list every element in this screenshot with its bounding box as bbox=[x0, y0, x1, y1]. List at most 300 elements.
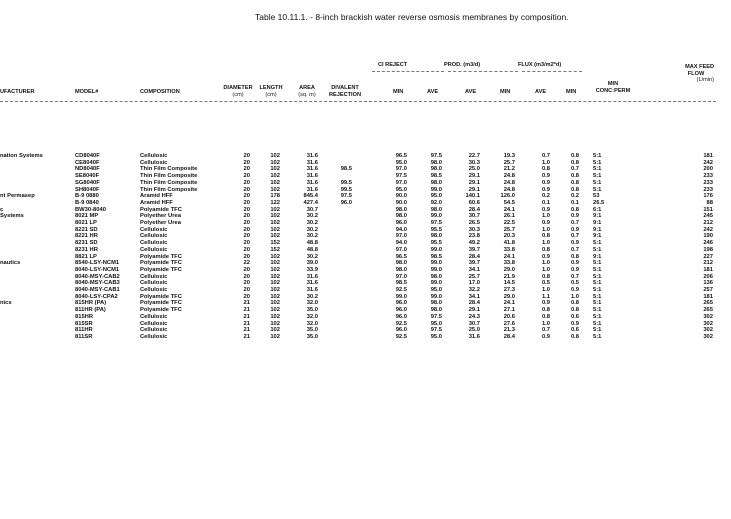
header-divalent-label2: REJECTION bbox=[328, 91, 361, 98]
cell-conc-perm: 5:1 bbox=[593, 293, 602, 300]
cell-flux-min: 0.8 bbox=[570, 300, 579, 307]
cell-divalent-rejection bbox=[318, 314, 352, 321]
cell-area: 33.9 bbox=[306, 266, 318, 273]
cell-manufacturer bbox=[0, 254, 75, 261]
cell-diameter: 20 bbox=[243, 213, 250, 220]
cell-diameter: 20 bbox=[243, 179, 250, 186]
table-row bbox=[0, 160, 713, 167]
cell-length: 102 bbox=[270, 159, 280, 166]
table-row bbox=[0, 233, 713, 240]
cell-manufacturer bbox=[0, 220, 75, 227]
cell-diameter: 21 bbox=[243, 327, 250, 334]
cell-prod-ave: 30.7 bbox=[468, 213, 480, 220]
header-area-unit: (sq. m) bbox=[298, 91, 316, 98]
cell-diameter: 21 bbox=[243, 320, 250, 327]
cell-ci-ave: 98.5 bbox=[430, 173, 442, 180]
cell-max-feed-flow: 151 bbox=[703, 206, 713, 213]
cell-prod-ave: 28.4 bbox=[468, 206, 480, 213]
cell-ci-min: 90.0 bbox=[395, 193, 407, 200]
cell-composition: Polyamide TFC bbox=[140, 307, 182, 314]
cell-composition: Polyether Urea bbox=[140, 220, 181, 227]
cell-max-feed-flow: 206 bbox=[703, 273, 713, 280]
cell-manufacturer bbox=[0, 334, 75, 341]
cell-divalent-rejection bbox=[318, 307, 352, 314]
cell-divalent-rejection bbox=[318, 233, 352, 240]
cell-diameter: 21 bbox=[243, 307, 250, 314]
header-area bbox=[290, 85, 324, 98]
cell-max-feed-flow: 242 bbox=[703, 159, 713, 166]
cell-model: SH8040F bbox=[75, 186, 100, 193]
cell-composition: Polyamide TFC bbox=[140, 206, 182, 213]
cell-ci-min: 97.0 bbox=[395, 233, 407, 240]
cell-ci-ave: 99.0 bbox=[430, 213, 442, 220]
cell-flux-min: 0.9 bbox=[570, 320, 579, 327]
header-diameter bbox=[222, 85, 254, 98]
cell-flux-min: 0.8 bbox=[570, 253, 579, 260]
table-row bbox=[0, 213, 713, 220]
cell-ci-ave: 99.0 bbox=[430, 260, 442, 267]
cell-flux-ave: 0.7 bbox=[541, 153, 550, 159]
header-ci-reject: CI REJECT bbox=[378, 62, 408, 68]
cell-conc-perm: 9:1 bbox=[593, 233, 602, 240]
header-ci-ave: AVE bbox=[427, 89, 439, 95]
cell-manufacturer bbox=[0, 314, 75, 321]
cell-ci-min: 90.0 bbox=[395, 199, 407, 206]
cell-divalent-rejection bbox=[318, 327, 352, 334]
cell-flux-min: 1.0 bbox=[570, 293, 579, 300]
cell-composition: Cellulosic bbox=[140, 327, 168, 334]
header-diameter-unit: (cm) bbox=[232, 91, 244, 98]
cell-ci-ave: 98.0 bbox=[430, 307, 442, 314]
cell-ci-ave: 98.0 bbox=[430, 273, 442, 280]
cell-conc-perm: 53 bbox=[593, 193, 600, 200]
cell-model: B-9 0840 bbox=[75, 199, 99, 206]
cell-prod-min: 126.0 bbox=[500, 193, 515, 200]
cell-length: 102 bbox=[270, 320, 280, 327]
cell-length: 102 bbox=[270, 206, 280, 213]
cell-conc-perm: 26.5 bbox=[593, 199, 605, 206]
header-length bbox=[256, 85, 286, 98]
cell-ci-min: 96.0 bbox=[395, 327, 407, 334]
cell-prod-ave: 30.3 bbox=[468, 226, 480, 233]
cell-ci-min: 98.0 bbox=[395, 206, 407, 213]
cell-manufacturer bbox=[0, 180, 75, 187]
header-prod-ave: AVE bbox=[465, 89, 477, 95]
cell-area: 35.0 bbox=[306, 327, 318, 334]
cell-flux-min: 0.8 bbox=[570, 307, 579, 314]
cell-manufacturer bbox=[0, 321, 75, 328]
cell-prod-ave: 25.7 bbox=[468, 273, 480, 280]
cell-flux-min: 0.7 bbox=[570, 220, 579, 227]
cell-flux-min: 0.6 bbox=[570, 313, 579, 320]
cell-diameter: 20 bbox=[243, 173, 250, 180]
cell-divalent-rejection bbox=[318, 274, 352, 281]
cell-max-feed-flow: 200 bbox=[703, 166, 713, 173]
table-row bbox=[0, 254, 713, 261]
cell-diameter: 20 bbox=[243, 226, 250, 233]
cell-max-feed-flow: 212 bbox=[703, 260, 713, 267]
cell-conc-perm: 5:1 bbox=[593, 300, 602, 307]
cell-manufacturer bbox=[0, 267, 75, 274]
cell-ci-min: 96.0 bbox=[395, 307, 407, 314]
header-area-label: AREA bbox=[299, 85, 315, 91]
cell-conc-perm: 9:1 bbox=[593, 213, 602, 220]
cell-flux-ave: 0.9 bbox=[541, 179, 550, 186]
cell-flux-min: 0.7 bbox=[570, 166, 579, 173]
table-row bbox=[0, 193, 713, 200]
cell-area: 31.6 bbox=[306, 173, 318, 180]
cell-flux-ave: 0.8 bbox=[541, 246, 550, 253]
cell-manufacturer bbox=[0, 160, 75, 167]
cell-diameter: 20 bbox=[243, 273, 250, 280]
cell-length: 152 bbox=[270, 240, 280, 247]
cell-ci-min: 92.5 bbox=[395, 287, 407, 294]
cell-divalent-rejection bbox=[318, 160, 352, 167]
cell-ci-min: 95.0 bbox=[395, 159, 407, 166]
cell-flux-min: 0.8 bbox=[570, 179, 579, 186]
cell-manufacturer: nation Systems bbox=[0, 153, 43, 159]
cell-model: SE8040F bbox=[75, 173, 100, 180]
cell-area: 31.6 bbox=[306, 287, 318, 294]
cell-prod-min: 24.8 bbox=[503, 186, 515, 193]
cell-model: 8540-LSY-NCM1 bbox=[75, 260, 120, 267]
cell-prod-min: 20.6 bbox=[503, 313, 515, 320]
cell-divalent-rejection bbox=[318, 294, 352, 301]
header-composition: COMPOSITION bbox=[140, 89, 180, 95]
cell-length: 102 bbox=[270, 287, 280, 294]
cell-manufacturer bbox=[0, 173, 75, 180]
cell-flux-min: 0.6 bbox=[570, 327, 579, 334]
cell-max-feed-flow: 245 bbox=[703, 213, 713, 220]
cell-area: 30.2 bbox=[306, 253, 318, 260]
cell-model: B-9 0880 bbox=[75, 193, 99, 200]
cell-prod-min: 33.8 bbox=[503, 246, 515, 253]
cell-conc-perm: 5:1 bbox=[593, 280, 602, 287]
cell-conc-perm: 9:1 bbox=[593, 253, 602, 260]
cell-max-feed-flow: 233 bbox=[703, 179, 713, 186]
cell-conc-perm: 5:1 bbox=[593, 333, 602, 340]
cell-diameter: 20 bbox=[243, 199, 250, 206]
header-maxfeed-label2: FLOW bbox=[687, 70, 705, 77]
cell-composition: Thin Film Composite bbox=[140, 186, 198, 193]
cell-composition: Cellulosic bbox=[140, 246, 168, 253]
cell-conc-perm: 5:1 bbox=[593, 307, 602, 314]
cell-max-feed-flow: 246 bbox=[703, 240, 713, 247]
cell-ci-ave: 98.0 bbox=[430, 300, 442, 307]
cell-conc-perm: 5:1 bbox=[593, 173, 602, 180]
cell-divalent-rejection bbox=[318, 227, 352, 234]
cell-ci-ave: 95.0 bbox=[430, 320, 442, 327]
cell-prod-ave: 49.2 bbox=[468, 240, 480, 247]
cell-conc-perm: 5:1 bbox=[593, 166, 602, 173]
cell-model: 8821 LP bbox=[75, 253, 97, 260]
cell-max-feed-flow: 181 bbox=[703, 266, 713, 273]
cell-diameter: 21 bbox=[243, 300, 250, 307]
cell-length: 102 bbox=[270, 260, 280, 267]
cell-divalent-rejection bbox=[318, 260, 352, 267]
cell-prod-ave: 140.1 bbox=[465, 193, 480, 200]
cell-prod-min: 19.3 bbox=[503, 153, 515, 159]
cell-conc-perm: 9:1 bbox=[593, 220, 602, 227]
cell-area: 32.0 bbox=[306, 313, 318, 320]
header-max-feed bbox=[664, 64, 714, 84]
cell-flux-min: 0.9 bbox=[570, 260, 579, 267]
cell-flux-ave: 0.9 bbox=[541, 206, 550, 213]
cell-composition: Thin Film Composite bbox=[140, 166, 198, 173]
cell-area: 845.4 bbox=[303, 193, 318, 200]
cell-flux-ave: 1.0 bbox=[541, 240, 550, 247]
cell-ci-min: 97.0 bbox=[395, 166, 407, 173]
cell-flux-ave: 0.9 bbox=[541, 186, 550, 193]
membranes-table bbox=[0, 153, 713, 341]
cell-model: 815HR bbox=[75, 313, 94, 320]
cell-max-feed-flow: 257 bbox=[703, 287, 713, 294]
cell-flux-ave: 0.1 bbox=[541, 199, 550, 206]
cell-conc-perm: 5:1 bbox=[593, 313, 602, 320]
header-prod: PROD. (m3/d) bbox=[444, 62, 481, 68]
cell-model: 8221 SD bbox=[75, 226, 98, 233]
cell-divalent-rejection bbox=[318, 247, 352, 254]
header-conc-perm bbox=[591, 81, 635, 94]
cell-diameter: 20 bbox=[243, 186, 250, 193]
cell-manufacturer bbox=[0, 227, 75, 234]
cell-prod-min: 21.2 bbox=[503, 166, 515, 173]
cell-max-feed-flow: 233 bbox=[703, 173, 713, 180]
table-row bbox=[0, 240, 713, 247]
cell-flux-min: 0.8 bbox=[570, 186, 579, 193]
cell-area: 31.6 bbox=[306, 186, 318, 193]
cell-ci-min: 97.0 bbox=[395, 179, 407, 186]
cell-ci-ave: 98.0 bbox=[430, 166, 442, 173]
cell-composition: Cellulosic bbox=[140, 313, 168, 320]
cell-ci-ave: 95.5 bbox=[430, 240, 442, 247]
cell-ci-ave: 95.0 bbox=[430, 193, 442, 200]
cell-max-feed-flow: 136 bbox=[703, 280, 713, 287]
cell-length: 102 bbox=[270, 333, 280, 340]
cell-composition: Cellulosic bbox=[140, 153, 168, 159]
cell-model: CE8040F bbox=[75, 159, 100, 166]
cell-diameter: 20 bbox=[243, 233, 250, 240]
cell-manufacturer bbox=[0, 247, 75, 254]
cell-prod-ave: 34.1 bbox=[468, 293, 480, 300]
cell-manufacturer: Systems bbox=[0, 213, 24, 220]
header-ci-min: MIN bbox=[393, 89, 404, 95]
cell-flux-ave: 1.1 bbox=[541, 293, 550, 300]
cell-flux-ave: 1.0 bbox=[541, 287, 550, 294]
cell-length: 102 bbox=[270, 273, 280, 280]
cell-ci-ave: 99.0 bbox=[430, 246, 442, 253]
cell-prod-ave: 29.1 bbox=[468, 173, 480, 180]
cell-ci-min: 98.0 bbox=[395, 266, 407, 273]
cell-model: 811HR bbox=[75, 327, 93, 334]
cell-manufacturer: nautics bbox=[0, 260, 21, 267]
cell-prod-min: 22.5 bbox=[503, 220, 515, 227]
cell-prod-ave: 39.7 bbox=[468, 260, 480, 267]
cell-composition: Cellulosic bbox=[140, 240, 168, 247]
cell-divalent-rejection bbox=[318, 213, 352, 220]
cell-divalent-rejection bbox=[318, 287, 352, 294]
cell-max-feed-flow: 265 bbox=[703, 300, 713, 307]
cell-ci-min: 95.0 bbox=[395, 186, 407, 193]
cell-length: 102 bbox=[270, 313, 280, 320]
cell-ci-min: 92.5 bbox=[395, 333, 407, 340]
cell-model: 815SR bbox=[75, 320, 93, 327]
cell-prod-min: 29.0 bbox=[503, 293, 515, 300]
cell-flux-ave: 0.8 bbox=[541, 233, 550, 240]
cell-composition: Aramid HFF bbox=[140, 199, 173, 206]
cell-prod-ave: 26.5 bbox=[468, 220, 480, 227]
cell-model: 8040-LSY-NCM1 bbox=[75, 266, 120, 273]
cell-composition: Polyamide TFC bbox=[140, 293, 182, 300]
cell-ci-ave: 95.5 bbox=[430, 226, 442, 233]
cell-divalent-rejection bbox=[318, 220, 352, 227]
cell-max-feed-flow: 233 bbox=[703, 186, 713, 193]
cell-model: BW30-8040 bbox=[75, 206, 106, 213]
table-row bbox=[0, 166, 713, 173]
cell-composition: Polyamide TFC bbox=[140, 300, 182, 307]
cell-manufacturer bbox=[0, 287, 75, 294]
table-row bbox=[0, 200, 713, 207]
cell-prod-ave: 24.3 bbox=[468, 313, 480, 320]
cell-model: 8231 SD bbox=[75, 240, 98, 247]
cell-conc-perm: 5:1 bbox=[593, 287, 602, 294]
cell-conc-perm: 9:1 bbox=[593, 226, 602, 233]
cell-prod-ave: 23.8 bbox=[468, 233, 480, 240]
cell-flux-ave: 0.7 bbox=[541, 327, 550, 334]
cell-conc-perm: 6:1 bbox=[593, 206, 602, 213]
cell-length: 102 bbox=[270, 307, 280, 314]
header-flux: FLUX (m3/m2*d) bbox=[518, 62, 562, 68]
cell-ci-ave: 99.0 bbox=[430, 293, 442, 300]
cell-ci-min: 97.5 bbox=[395, 173, 407, 180]
cell-prod-min: 24.1 bbox=[503, 253, 515, 260]
cell-manufacturer bbox=[0, 187, 75, 194]
cell-flux-min: 0.8 bbox=[570, 206, 579, 213]
cell-diameter: 20 bbox=[243, 193, 250, 200]
cell-divalent-rejection: 97.5 bbox=[340, 193, 352, 200]
cell-divalent-rejection: 96.0 bbox=[340, 199, 352, 206]
cell-model: 8040-LSY-CPA2 bbox=[75, 293, 118, 300]
cell-prod-ave: 28.4 bbox=[468, 253, 480, 260]
cell-length: 102 bbox=[270, 220, 280, 227]
cell-ci-ave: 97.5 bbox=[430, 153, 442, 159]
cell-prod-ave: 29.1 bbox=[468, 179, 480, 186]
cell-length: 122 bbox=[270, 199, 280, 206]
cell-length: 102 bbox=[270, 233, 280, 240]
cell-length: 102 bbox=[270, 186, 280, 193]
cell-ci-ave: 98.0 bbox=[430, 233, 442, 240]
cell-prod-min: 54.5 bbox=[503, 199, 515, 206]
cell-area: 48.8 bbox=[306, 240, 318, 247]
header-flux-min: MIN bbox=[566, 89, 577, 95]
cell-ci-min: 98.0 bbox=[395, 213, 407, 220]
cell-manufacturer bbox=[0, 166, 75, 173]
cell-flux-ave: 0.5 bbox=[541, 280, 550, 287]
header-length-unit: (cm) bbox=[265, 91, 277, 98]
cell-composition: Cellulosic bbox=[140, 333, 168, 340]
cell-composition: Cellulosic bbox=[140, 320, 168, 327]
cell-prod-ave: 25.0 bbox=[468, 327, 480, 334]
cell-conc-perm: 5:1 bbox=[593, 179, 602, 186]
cell-model: 8021 LP bbox=[75, 220, 97, 227]
cell-area: 48.8 bbox=[306, 246, 318, 253]
cell-ci-min: 97.0 bbox=[395, 246, 407, 253]
cell-divalent-rejection bbox=[318, 207, 352, 214]
header-conc-label2: CONC:PERM bbox=[595, 87, 631, 94]
cell-ci-ave: 92.0 bbox=[430, 199, 442, 206]
cell-divalent-rejection bbox=[318, 300, 352, 307]
cell-ci-ave: 99.0 bbox=[430, 280, 442, 287]
header-divalent-label: DIVALENT bbox=[331, 85, 359, 91]
cell-manufacturer bbox=[0, 233, 75, 240]
cell-flux-ave: 1.0 bbox=[541, 260, 550, 267]
cell-prod-min: 27.3 bbox=[503, 287, 515, 294]
cell-divalent-rejection: 99.5 bbox=[340, 186, 352, 193]
cell-diameter: 22 bbox=[243, 260, 250, 267]
cell-prod-min: 26.1 bbox=[503, 213, 515, 220]
header-maxfeed-label: MAX FEED bbox=[685, 64, 714, 70]
table-row bbox=[0, 187, 713, 194]
cell-max-feed-flow: 242 bbox=[703, 226, 713, 233]
cell-area: 31.6 bbox=[306, 166, 318, 173]
cell-model: 8040-MSY-CAB3 bbox=[75, 280, 120, 287]
cell-length: 102 bbox=[270, 253, 280, 260]
cell-diameter: 20 bbox=[243, 240, 250, 247]
cell-length: 102 bbox=[270, 166, 280, 173]
cell-flux-min: 0.7 bbox=[570, 246, 579, 253]
cell-composition: Polyether Urea bbox=[140, 213, 181, 220]
cell-ci-ave: 95.0 bbox=[430, 333, 442, 340]
cell-prod-min: 20.3 bbox=[503, 233, 515, 240]
header-length-label: LENGTH bbox=[259, 85, 283, 91]
header-conc-label: MIN bbox=[607, 81, 619, 87]
cell-ci-ave: 99.0 bbox=[430, 266, 442, 273]
cell-max-feed-flow: 88 bbox=[706, 199, 713, 206]
table-row bbox=[0, 294, 713, 301]
cell-max-feed-flow: 212 bbox=[703, 220, 713, 227]
cell-ci-ave: 97.5 bbox=[430, 220, 442, 227]
cell-prod-ave: 29.1 bbox=[468, 307, 480, 314]
cell-model: ND8040F bbox=[75, 166, 100, 173]
cell-manufacturer bbox=[0, 200, 75, 207]
cell-divalent-rejection bbox=[318, 334, 352, 341]
cell-flux-ave: 1.0 bbox=[541, 213, 550, 220]
cell-divalent-rejection bbox=[318, 267, 352, 274]
cell-model: 811SR bbox=[75, 333, 93, 340]
cell-flux-min: 0.7 bbox=[570, 273, 579, 280]
cell-max-feed-flow: 198 bbox=[703, 246, 713, 253]
cell-conc-perm: 5:1 bbox=[593, 240, 602, 247]
cell-flux-ave: 1.0 bbox=[541, 159, 550, 166]
cell-max-feed-flow: 265 bbox=[703, 307, 713, 314]
cell-area: 32.0 bbox=[306, 320, 318, 327]
cell-composition: Thin Film Composite bbox=[140, 179, 198, 186]
cell-diameter: 20 bbox=[243, 287, 250, 294]
cell-ci-min: 97.0 bbox=[395, 273, 407, 280]
cell-flux-ave: 0.8 bbox=[541, 166, 550, 173]
cell-length: 152 bbox=[270, 246, 280, 253]
cell-ci-min: 96.5 bbox=[395, 153, 407, 159]
cell-manufacturer: c bbox=[0, 206, 4, 213]
cell-flux-min: 0.1 bbox=[570, 199, 579, 206]
cell-model: SG8040F bbox=[75, 179, 100, 186]
cell-manufacturer bbox=[0, 274, 75, 281]
table-row bbox=[0, 307, 713, 314]
header-diameter-label: DIAMETER bbox=[223, 85, 253, 91]
cell-length: 102 bbox=[270, 300, 280, 307]
cell-composition: Aramid HFF bbox=[140, 193, 173, 200]
cell-flux-ave: 1.0 bbox=[541, 320, 550, 327]
